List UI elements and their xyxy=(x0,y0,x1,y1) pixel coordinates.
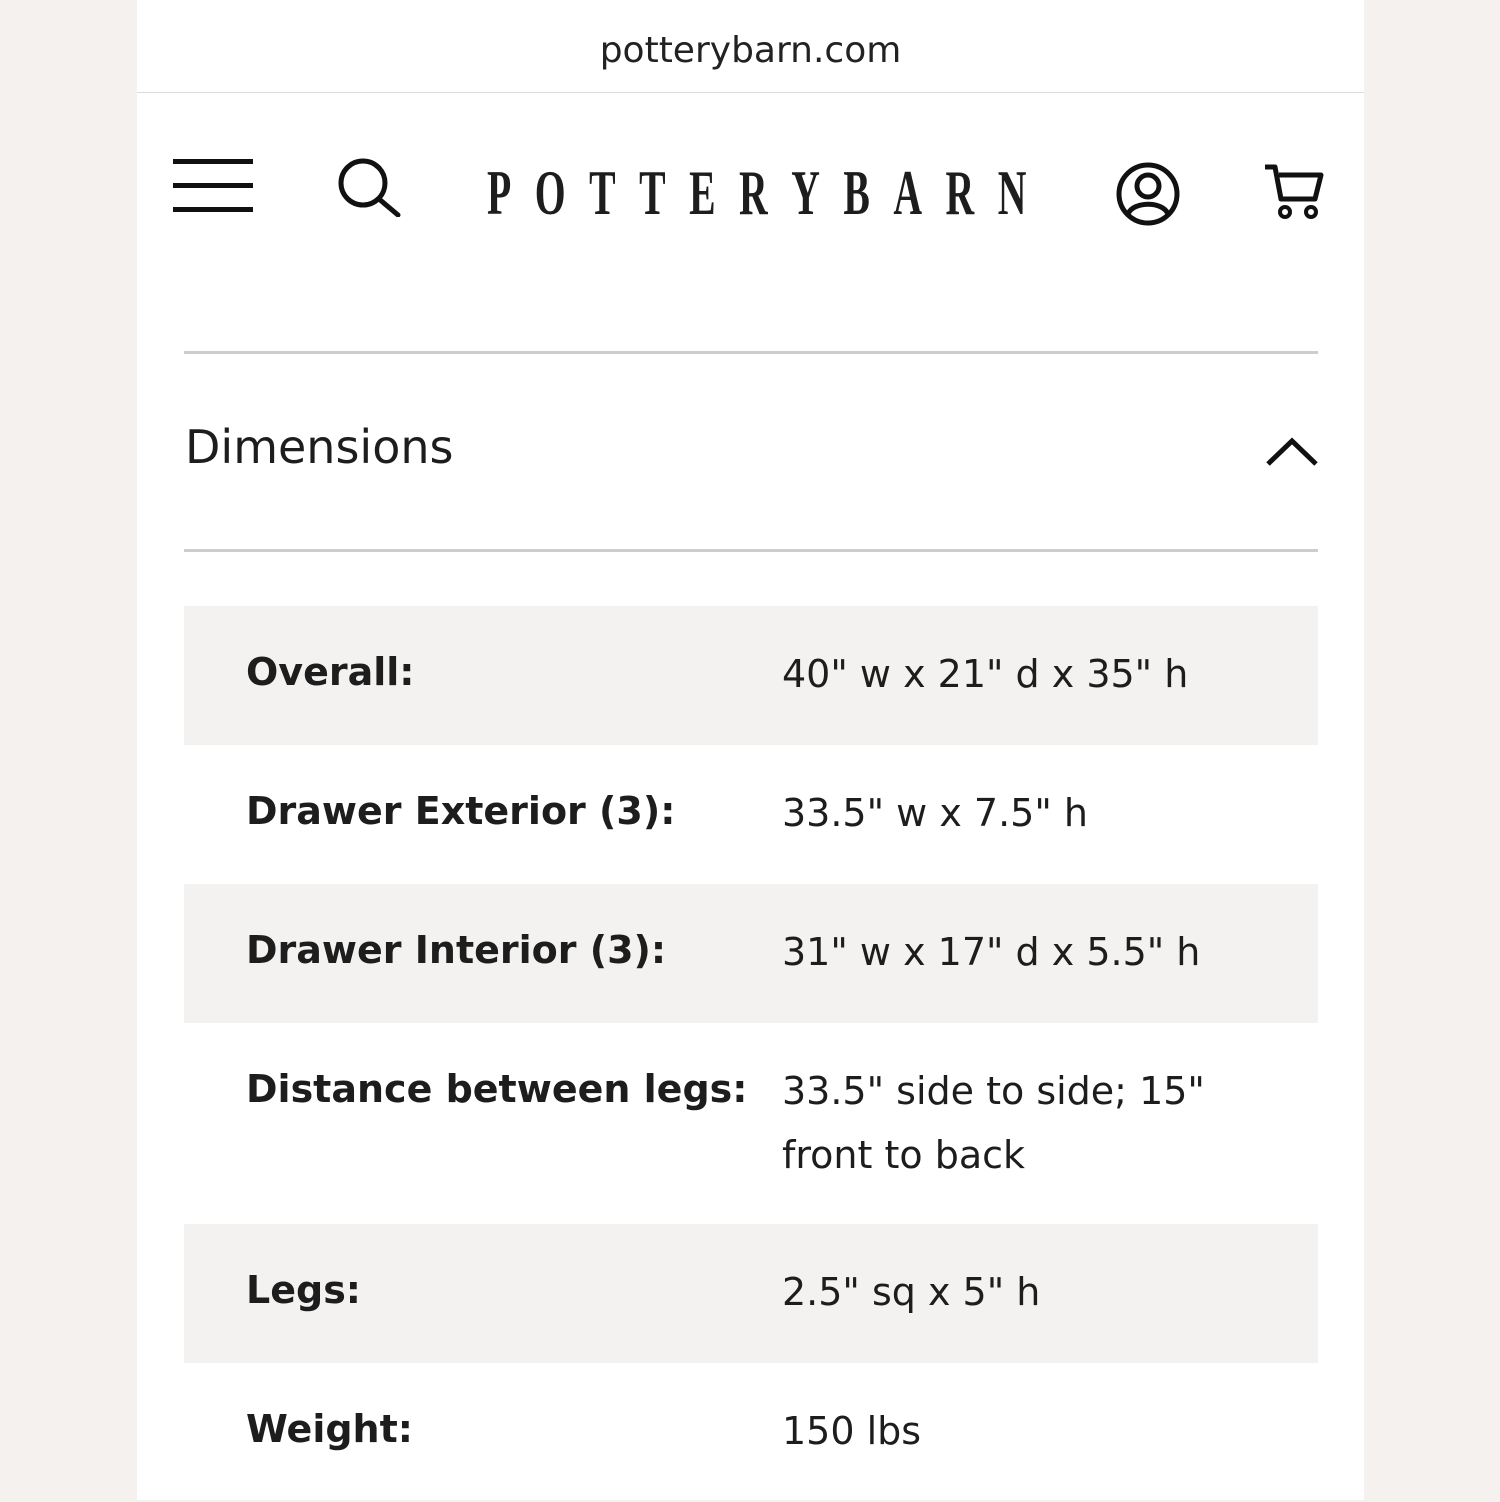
account-icon[interactable] xyxy=(1115,161,1181,227)
row-label: Weight: xyxy=(246,1407,413,1451)
dimensions-table xyxy=(184,606,1318,1502)
row-value: 150 lbs xyxy=(782,1409,922,1453)
table-row xyxy=(184,745,1318,884)
table-row xyxy=(184,1224,1318,1363)
row-value: 33.5" w x 7.5" h xyxy=(782,791,1088,835)
site-header xyxy=(137,93,1364,293)
cart-icon[interactable] xyxy=(1263,163,1325,221)
row-label: Legs: xyxy=(246,1268,362,1312)
hamburger-menu-icon[interactable] xyxy=(173,157,255,215)
web-page xyxy=(137,0,1364,1500)
search-icon[interactable] xyxy=(336,157,402,217)
table-row xyxy=(184,1363,1318,1502)
dimensions-heading[interactable]: Dimensions xyxy=(185,420,454,474)
url-text: potterybarn.com xyxy=(599,29,902,71)
row-label: Drawer Exterior (3): xyxy=(246,789,676,833)
divider-bottom xyxy=(184,549,1318,552)
row-value: 31" w x 17" d x 5.5" h xyxy=(782,930,1201,974)
row-label: Drawer Interior (3): xyxy=(246,928,667,972)
row-value: 2.5" sq x 5" h xyxy=(782,1270,1041,1314)
row-value: 40" w x 21" d x 35" h xyxy=(782,652,1189,696)
table-row xyxy=(184,1023,1318,1224)
row-label: Distance between legs: xyxy=(246,1067,748,1111)
table-row xyxy=(184,606,1318,745)
chevron-up-icon[interactable] xyxy=(1265,436,1319,468)
row-label: Overall: xyxy=(246,650,415,694)
pottery-barn-logo[interactable]: P O T T E R Y B A R N xyxy=(487,157,1027,228)
divider-top xyxy=(184,351,1318,354)
row-value: 33.5" side to side; 15" front to back xyxy=(782,1069,1205,1177)
url-bar[interactable] xyxy=(137,0,1364,93)
table-row xyxy=(184,884,1318,1023)
